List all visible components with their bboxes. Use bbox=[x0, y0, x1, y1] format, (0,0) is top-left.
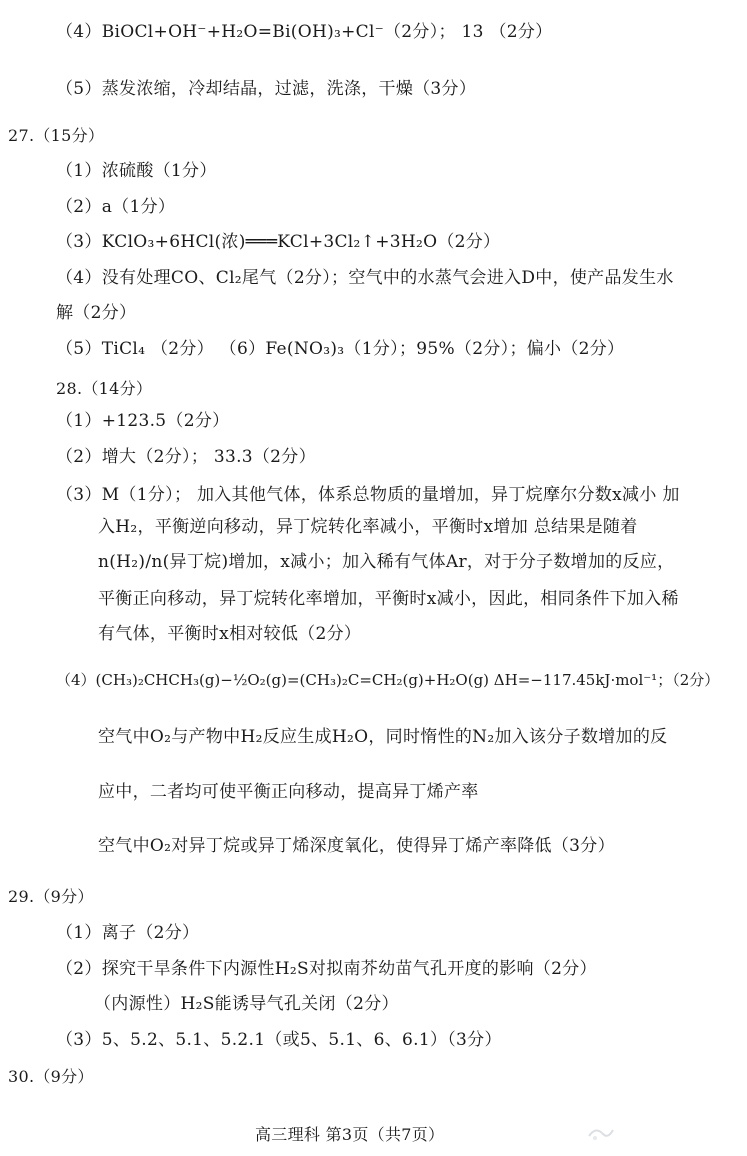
answer-line-28-3-cont-3: 平衡正向移动，异丁烷转化率增加，平衡时x减小，因此，相同条件下加入稀 bbox=[98, 589, 679, 609]
answer-line-28-3-cont-2: n(H₂)/n(异丁烷)增加，x减小；加入稀有气体Ar，对于分子数增加的反应， bbox=[98, 552, 675, 572]
question-27-header: 27.（15分） bbox=[8, 126, 105, 145]
question-29-header: 29.（9分） bbox=[8, 887, 94, 906]
answer-line-29-2: （2）探究干旱条件下内源性H₂S对拟南芥幼苗气孔开度的影响（2分） bbox=[56, 959, 597, 979]
answer-line-27-3: （3）KClO₃+6HCl(浓)═══KCl+3Cl₂↑+3H₂O（2分） bbox=[56, 232, 501, 252]
answer-line-27-1: （1）浓硫酸（1分） bbox=[56, 161, 217, 181]
watermark-icon bbox=[586, 1122, 616, 1144]
question-30-header: 30.（9分） bbox=[8, 1067, 94, 1086]
answer-line-26-4: （4）BiOCl+OH⁻+H₂O=Bi(OH)₃+Cl⁻（2分）； 13 （2分） bbox=[56, 22, 553, 42]
answer-line-27-4: （4）没有处理CO、Cl₂尾气（2分）；空气中的水蒸气会进入D中，使产品发生水 bbox=[56, 268, 674, 288]
answer-line-27-5-6: （5）TiCl₄ （2分） （6）Fe(NO₃)₃（1分）；95%（2分）；偏小（2分） bbox=[56, 339, 625, 359]
answer-line-28-4-equation: （4）(CH₃)₂CHCH₃(g)−½O₂(g)=(CH₃)₂C=CH₂(g)+H₂O(g) ΔH=−117.45kJ·mol⁻¹；（2分） bbox=[56, 671, 720, 689]
answer-line-28-4-cont-1: 空气中O₂与产物中H₂反应生成H₂O，同时惰性的N₂加入该分子数增加的反 bbox=[98, 727, 668, 747]
answer-line-28-3-cont-4: 有气体，平衡时x相对较低（2分） bbox=[98, 624, 362, 644]
answer-line-26-5: （5）蒸发浓缩，冷却结晶，过滤，洗涤，干燥（3分） bbox=[56, 79, 477, 99]
answer-line-28-2: （2）增大（2分）； 33.3（2分） bbox=[56, 447, 316, 467]
answer-line-28-1: （1）+123.5（2分） bbox=[56, 411, 230, 431]
answer-line-28-3-cont-1: 入H₂，平衡逆向移动，异丁烷转化率减小，平衡时x增加 总结果是随着 bbox=[98, 517, 638, 537]
answer-line-28-4-cont-2: 应中，二者均可使平衡正向移动，提高异丁烯产率 bbox=[98, 782, 479, 802]
answer-line-27-2: （2）a（1分） bbox=[56, 197, 176, 217]
answer-line-29-1: （1）离子（2分） bbox=[56, 923, 200, 943]
answer-line-29-2-cont: （内源性）H₂S能诱导气孔关闭（2分） bbox=[94, 994, 399, 1014]
question-28-header: 28.（14分） bbox=[56, 379, 153, 398]
answer-line-28-3: （3）M（1分）； 加入其他气体，体系总物质的量增加，异丁烷摩尔分数x减小 加 bbox=[56, 485, 680, 505]
answer-line-28-4-cont-3: 空气中O₂对异丁烷或异丁烯深度氧化，使得异丁烯产率降低（3分） bbox=[98, 836, 615, 856]
answer-line-29-3: （3）5、5.2、5.1、5.2.1（或5、5.1、6、6.1）（3分） bbox=[56, 1030, 502, 1050]
answer-line-27-4-cont: 解（2分） bbox=[56, 303, 137, 323]
page-footer: 高三理科 第3页（共7页） bbox=[255, 1125, 445, 1144]
